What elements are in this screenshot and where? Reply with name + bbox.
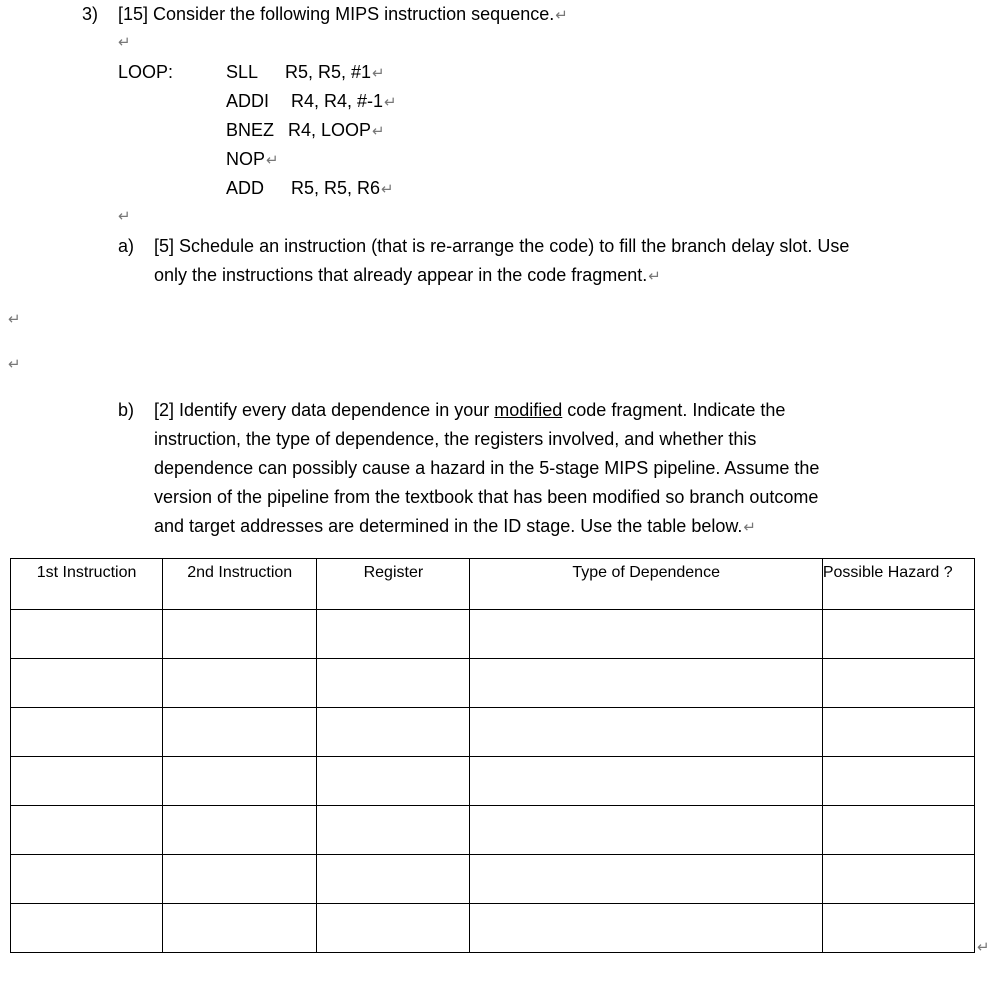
- header-register: Register: [317, 559, 470, 610]
- table-cell[interactable]: [11, 904, 163, 953]
- header-second-instruction: 2nd Instruction: [163, 559, 317, 610]
- table-cell[interactable]: [822, 806, 974, 855]
- table-cell[interactable]: [822, 610, 974, 659]
- table-row: [11, 708, 975, 757]
- code-args-text: R5, R5, R6: [291, 178, 381, 198]
- table-cell[interactable]: [11, 855, 163, 904]
- table-cell[interactable]: [822, 659, 974, 708]
- code-args-1: [285, 62, 385, 83]
- code-args-3: [288, 120, 385, 141]
- table-cell[interactable]: [470, 610, 822, 659]
- part-b-label: b): [118, 400, 135, 420]
- part-b-line-1-pre: [2] Identify every data dependence in your: [154, 400, 495, 420]
- paragraph-mark-icon: ↵: [266, 152, 279, 169]
- table-row: [11, 610, 975, 659]
- header-dependence-type: Type of Dependence: [470, 559, 822, 610]
- table-cell[interactable]: [822, 757, 974, 806]
- code-args-text: R5, R5, #1: [285, 62, 372, 82]
- paragraph-mark-icon: ↵: [384, 94, 397, 111]
- part-a-text: [154, 232, 954, 291]
- table-cell[interactable]: [822, 708, 974, 757]
- part-b-text: [154, 396, 954, 542]
- question-text: [118, 4, 568, 25]
- part-b-line-4: version of the pipeline from the textbook that has been modified so branch outcome: [154, 487, 819, 507]
- part-a-line-2: [154, 261, 954, 291]
- table-cell[interactable]: [163, 610, 317, 659]
- paragraph-mark-icon: ↵: [118, 34, 131, 51]
- table-cell[interactable]: [163, 659, 317, 708]
- table-cell[interactable]: [470, 659, 822, 708]
- table-cell[interactable]: [317, 610, 470, 659]
- code-op-3: BNEZ: [226, 120, 275, 140]
- header-first-instruction: 1st Instruction: [11, 559, 163, 610]
- table-cell[interactable]: [11, 610, 163, 659]
- table-cell[interactable]: [822, 904, 974, 953]
- table-cell[interactable]: [317, 708, 470, 757]
- header-possible-hazard: Possible Hazard ?: [822, 559, 974, 610]
- paragraph-mark-icon: ↵: [381, 181, 394, 198]
- dependence-table: [10, 558, 975, 953]
- code-op-text: NOP: [226, 149, 266, 169]
- part-b-line-1-post: code fragment. Indicate the: [562, 400, 786, 420]
- table-cell[interactable]: [317, 659, 470, 708]
- part-b-line-2: instruction, the type of dependence, the registers involved, and whether this: [154, 429, 757, 449]
- code-args-text: R4, LOOP: [288, 120, 372, 140]
- table-cell[interactable]: [470, 708, 822, 757]
- table-cell[interactable]: [470, 855, 822, 904]
- table-cell[interactable]: [470, 806, 822, 855]
- table-cell[interactable]: [11, 806, 163, 855]
- part-b-line-5: [154, 512, 954, 542]
- paragraph-mark-icon: ↵: [743, 519, 756, 536]
- table-row: [11, 904, 975, 953]
- paragraph-mark-icon: ↵: [118, 208, 131, 225]
- paragraph-mark-icon: ↵: [8, 356, 21, 373]
- code-label: LOOP:: [118, 62, 174, 82]
- table-row: [11, 659, 975, 708]
- table-header-row: [11, 559, 975, 610]
- question-number: 3): [82, 4, 99, 24]
- table-cell[interactable]: [11, 757, 163, 806]
- question-text-content: [15] Consider the following MIPS instruction sequence.: [118, 4, 555, 24]
- table-cell[interactable]: [317, 757, 470, 806]
- table-cell[interactable]: [163, 708, 317, 757]
- paragraph-mark-icon: ↵: [648, 268, 661, 285]
- table-cell[interactable]: [11, 659, 163, 708]
- paragraph-mark-icon: ↵: [372, 65, 385, 82]
- part-a-label: a): [118, 236, 135, 256]
- code-op-2: ADDI: [226, 91, 270, 111]
- part-b-line-5-text: and target addresses are determined in the ID stage. Use the table below.: [154, 516, 743, 536]
- part-a-line-2-text: only the instructions that already appear in the code fragment.: [154, 265, 648, 285]
- table-cell[interactable]: [317, 855, 470, 904]
- table-cell[interactable]: [163, 855, 317, 904]
- code-args-5: [291, 178, 394, 199]
- code-args-text: R4, R4, #-1: [291, 91, 384, 111]
- part-a-line-1: [5] Schedule an instruction (that is re-arrange the code) to fill the branch delay slot. Use: [154, 236, 850, 256]
- table-cell[interactable]: [317, 904, 470, 953]
- table-row: [11, 757, 975, 806]
- part-b-line-1: [154, 396, 954, 425]
- table-cell[interactable]: [822, 855, 974, 904]
- table-cell[interactable]: [470, 904, 822, 953]
- code-op-4: [226, 149, 279, 170]
- paragraph-mark-icon: ↵: [372, 123, 385, 140]
- table-row: [11, 855, 975, 904]
- code-args-2: [291, 91, 397, 112]
- table-cell[interactable]: [163, 757, 317, 806]
- table-cell[interactable]: [317, 806, 470, 855]
- paragraph-mark-icon: ↵: [8, 311, 21, 328]
- underlined-word: modified: [494, 400, 563, 420]
- table-cell[interactable]: [163, 904, 317, 953]
- table-cell[interactable]: [11, 708, 163, 757]
- part-b-line-3: dependence can possibly cause a hazard in the 5-stage MIPS pipeline. Assume the: [154, 458, 820, 478]
- table-row: [11, 806, 975, 855]
- paragraph-mark-icon: ↵: [555, 7, 568, 24]
- table-cell[interactable]: [470, 757, 822, 806]
- code-op-5: ADD: [226, 178, 265, 198]
- code-op-1: SLL: [226, 62, 259, 82]
- table-cell[interactable]: [163, 806, 317, 855]
- paragraph-mark-icon: ↵: [977, 939, 990, 956]
